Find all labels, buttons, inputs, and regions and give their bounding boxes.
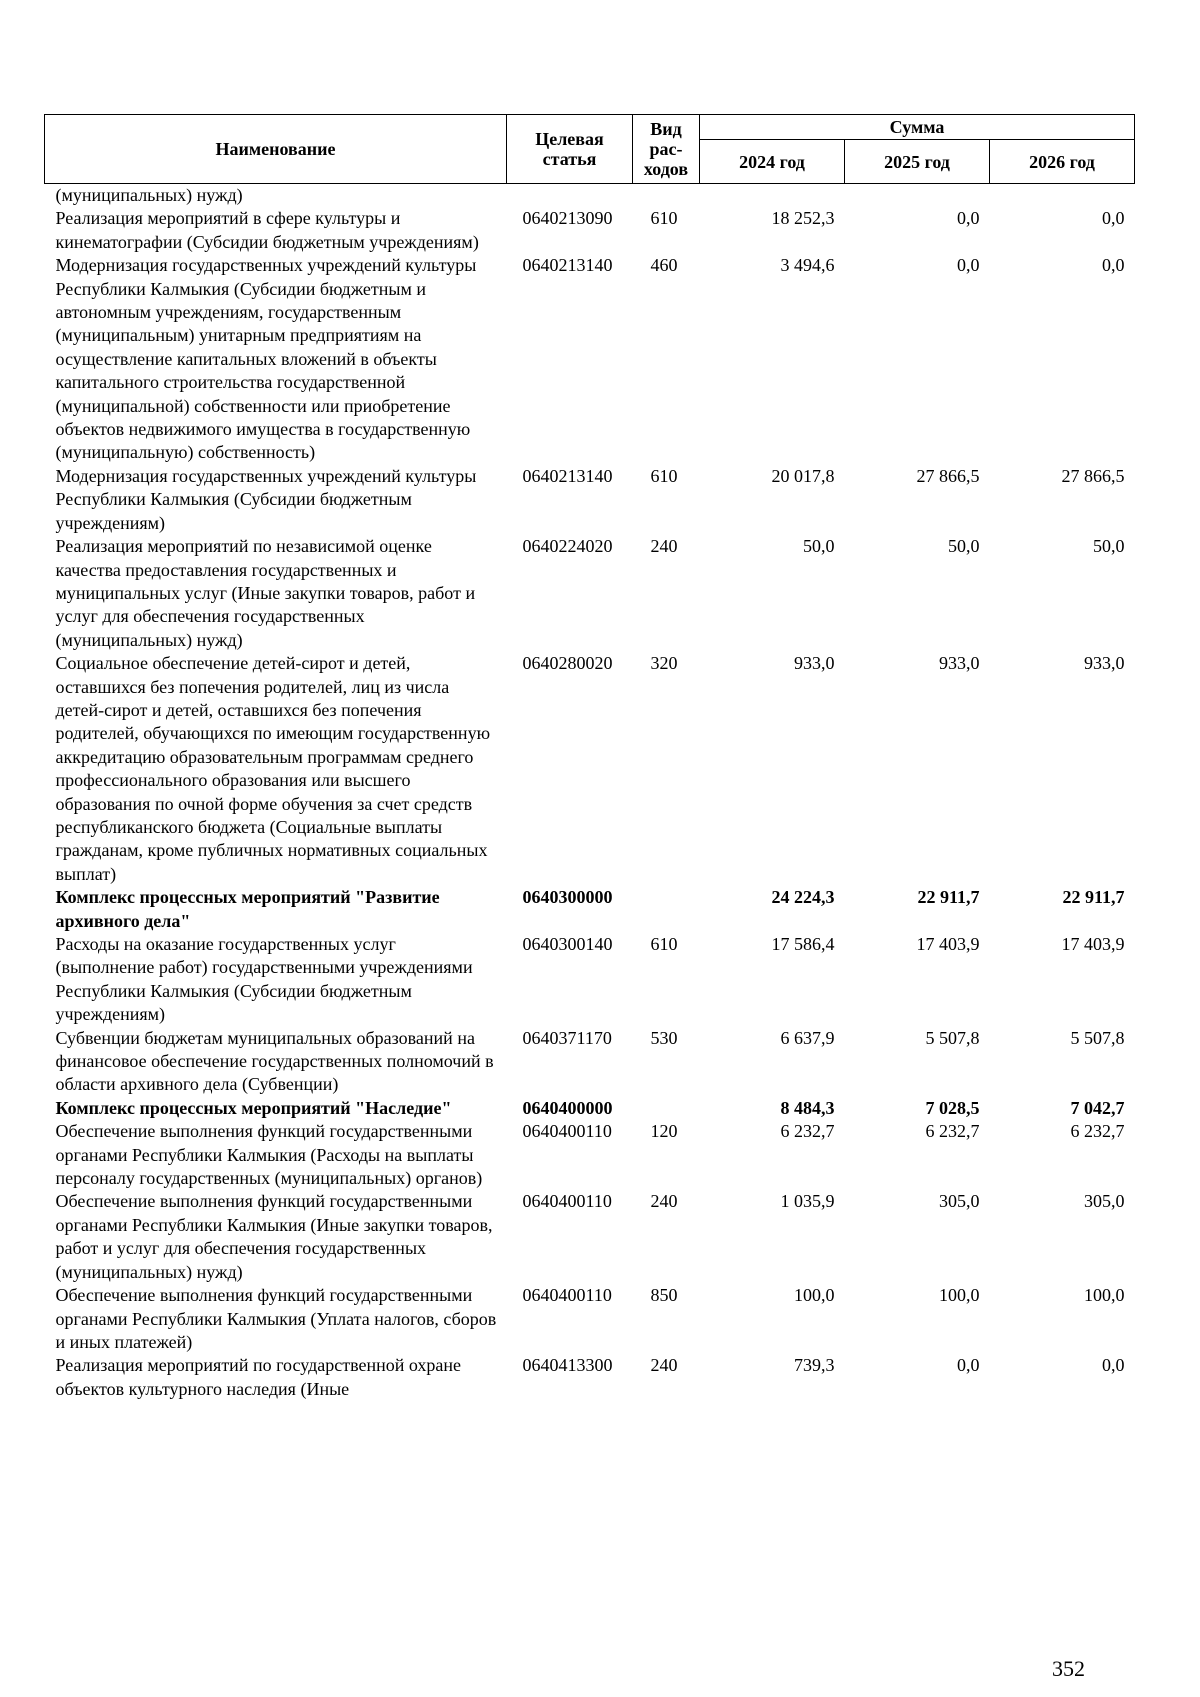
row-sum-2025: 6 232,7 <box>925 1121 980 1142</box>
table-row <box>45 465 1135 535</box>
row-sum-2026: 5 507,8 <box>1070 1027 1125 1048</box>
row-name: Расходы на оказание государственных услуг (выполнение работ) государственными учреждениями Республики Калмыкия (Субсидии бюджетным учреждениям) <box>55 934 473 1025</box>
header-sum: Сумма <box>700 115 1135 140</box>
row-name: Обеспечение выполнения функций государственными органами Республики Калмыкия (Расходы на выплаты персоналу государственных (муниципальных) органов) <box>55 1121 483 1189</box>
row-sum-2026 <box>990 184 1135 208</box>
page-number: 352 <box>1052 1656 1085 1681</box>
row-sum-2024: 6 232,7 <box>780 1121 835 1142</box>
row-sum-2024: 739,3 <box>794 1355 835 1376</box>
header-vid: Вид рас-ходов <box>633 115 700 184</box>
row-sum-2024: 3 494,6 <box>780 255 835 276</box>
row-name: Комплекс процессных мероприятий "Развитие архивного дела" <box>55 887 440 931</box>
row-vid: 460 <box>650 255 678 276</box>
row-sum-2024: 1 035,9 <box>780 1191 835 1212</box>
row-sum-2026: 305,0 <box>1084 1191 1125 1212</box>
row-code: 0640224020 <box>522 536 613 557</box>
table-row <box>45 1354 1135 1401</box>
row-code: 0640300000 <box>522 887 613 908</box>
header-2026: 2026 год <box>990 140 1135 184</box>
row-code: 0640413300 <box>522 1355 613 1376</box>
row-name: Комплекс процессных мероприятий "Наследие" <box>55 1097 452 1118</box>
row-sum-2024: 17 586,4 <box>771 934 835 954</box>
table-row <box>45 933 1135 1027</box>
row-sum-2025: 5 507,8 <box>925 1027 980 1048</box>
row-code: 0640400110 <box>522 1191 612 1212</box>
table-row <box>45 1097 1135 1120</box>
row-sum-2024: 50,0 <box>803 536 835 557</box>
table-row <box>45 886 1135 933</box>
row-vid <box>633 1097 700 1120</box>
table-body <box>45 184 1135 1402</box>
row-sum-2025: 305,0 <box>939 1191 980 1212</box>
row-sum-2024 <box>700 184 845 208</box>
table-row <box>45 254 1135 465</box>
row-sum-2025: 50,0 <box>948 536 980 557</box>
row-vid: 610 <box>650 208 678 229</box>
row-sum-2026: 0,0 <box>1102 255 1125 276</box>
header-code: Целевая статья <box>507 115 633 184</box>
row-code: 0640400110 <box>522 1121 612 1142</box>
table-row <box>45 1120 1135 1190</box>
row-sum-2025: 7 028,5 <box>925 1097 980 1118</box>
row-sum-2024: 933,0 <box>794 653 835 674</box>
row-sum-2024: 100,0 <box>794 1285 835 1306</box>
row-code: 0640400000 <box>522 1097 613 1118</box>
row-sum-2026: 6 232,7 <box>1070 1121 1125 1142</box>
row-name: Обеспечение выполнения функций государственными органами Республики Калмыкия (Иные закупки товаров, работ и услуг для обеспечения государственных (муниципальных) нужд) <box>55 1191 493 1282</box>
row-vid: 240 <box>650 1191 678 1212</box>
row-sum-2025: 0,0 <box>957 255 980 276</box>
row-name: Реализация мероприятий по независимой оценке качества предоставления государственных и муниципальных услуг (Иные закупки товаров, работ и услуг для обеспечения государственных (муниципальных) нужд) <box>55 536 476 650</box>
row-sum-2026: 50,0 <box>1093 536 1125 557</box>
row-vid: 240 <box>650 536 678 557</box>
row-sum-2026: 0,0 <box>1102 208 1125 229</box>
row-name: Реализация мероприятий в сфере культуры и кинематографии (Субсидии бюджетным учреждениям) <box>55 208 479 252</box>
row-sum-2025 <box>845 184 990 208</box>
row-code: 0640213140 <box>522 255 613 276</box>
budget-table <box>44 114 1135 1401</box>
row-vid <box>633 886 700 933</box>
row-sum-2026: 17 403,9 <box>1061 934 1125 954</box>
row-code: 0640400110 <box>522 1285 612 1306</box>
table-header <box>45 115 1135 184</box>
row-vid: 120 <box>650 1121 678 1142</box>
row-sum-2025: 0,0 <box>957 1355 980 1376</box>
row-sum-2026: 22 911,7 <box>1062 887 1125 908</box>
row-sum-2025: 100,0 <box>939 1285 980 1306</box>
row-code: 0640213090 <box>522 208 613 229</box>
table-row <box>45 535 1135 652</box>
row-vid <box>633 184 700 208</box>
header-2025: 2025 год <box>845 140 990 184</box>
row-code: 0640371170 <box>522 1027 612 1048</box>
row-code: 0640213140 <box>522 465 613 486</box>
row-sum-2026: 7 042,7 <box>1070 1097 1125 1118</box>
row-vid: 610 <box>650 934 678 954</box>
row-code <box>507 184 633 208</box>
document-page <box>44 114 1134 1401</box>
row-sum-2024: 6 637,9 <box>780 1027 835 1048</box>
row-name: Обеспечение выполнения функций государственными органами Республики Калмыкия (Уплата налогов, сборов и иных платежей) <box>55 1285 497 1352</box>
row-vid: 610 <box>650 465 678 486</box>
row-name: Модернизация государственных учреждений культуры Республики Калмыкия (Субсидии бюджетным учреждениям) <box>55 465 477 533</box>
table-row <box>45 184 1135 208</box>
row-sum-2026: 27 866,5 <box>1061 465 1125 486</box>
row-sum-2026: 0,0 <box>1102 1355 1125 1376</box>
row-vid: 240 <box>650 1355 678 1376</box>
row-sum-2024: 18 252,3 <box>771 208 835 229</box>
row-vid: 530 <box>650 1027 678 1048</box>
table-row <box>45 652 1135 886</box>
row-sum-2025: 0,0 <box>957 208 980 229</box>
row-name: Модернизация государственных учреждений культуры Республики Калмыкия (Субсидии бюджетным и автономным учреждениям, государственным (муниципальным) унитарным предприятиям на осуществление капитальных вложений в объекты капитального строительства государственной (муниципальной) собственности или приобретение объектов недвижимого имущества в государственную (муниципальную) собственность) <box>55 255 477 463</box>
row-sum-2024: 24 224,3 <box>771 887 835 908</box>
row-sum-2024: 8 484,3 <box>780 1097 835 1118</box>
row-sum-2025: 17 403,9 <box>916 934 980 954</box>
header-2024: 2024 год <box>700 140 845 184</box>
row-code: 0640280020 <box>522 653 613 674</box>
row-name: Реализация мероприятий по государственной охране объектов культурного наследия (Иные <box>55 1355 462 1399</box>
row-sum-2024: 20 017,8 <box>771 465 835 486</box>
row-vid: 850 <box>650 1285 678 1306</box>
row-sum-2025: 22 911,7 <box>917 887 980 908</box>
row-sum-2026: 933,0 <box>1084 653 1125 674</box>
row-name: Субвенции бюджетам муниципальных образований на финансовое обеспечение государственных полномочий в области архивного дела (Субвенции) <box>55 1027 494 1095</box>
header-name: Наименование <box>45 115 507 184</box>
row-vid: 320 <box>650 653 678 674</box>
row-name: (муниципальных) нужд) <box>55 185 243 205</box>
row-sum-2026: 100,0 <box>1084 1285 1125 1306</box>
row-sum-2025: 933,0 <box>939 653 980 674</box>
row-sum-2025: 27 866,5 <box>916 465 980 486</box>
table-row <box>45 1190 1135 1284</box>
row-code: 0640300140 <box>522 934 613 954</box>
table-row <box>45 1284 1135 1354</box>
row-name: Социальное обеспечение детей-сирот и детей, оставшихся без попечения родителей, лиц из числа детей-сирот и детей, оставшихся без попечения родителей, обучающихся по имеющим государственную аккредитацию образовательным программам среднего профессионального образования или высшего образования по очной форме обучения за счет средств республиканского бюджета (Социальные выплаты гражданам, кроме публичных нормативных социальных выплат) <box>55 653 491 884</box>
table-row <box>45 207 1135 254</box>
table-row <box>45 1027 1135 1097</box>
